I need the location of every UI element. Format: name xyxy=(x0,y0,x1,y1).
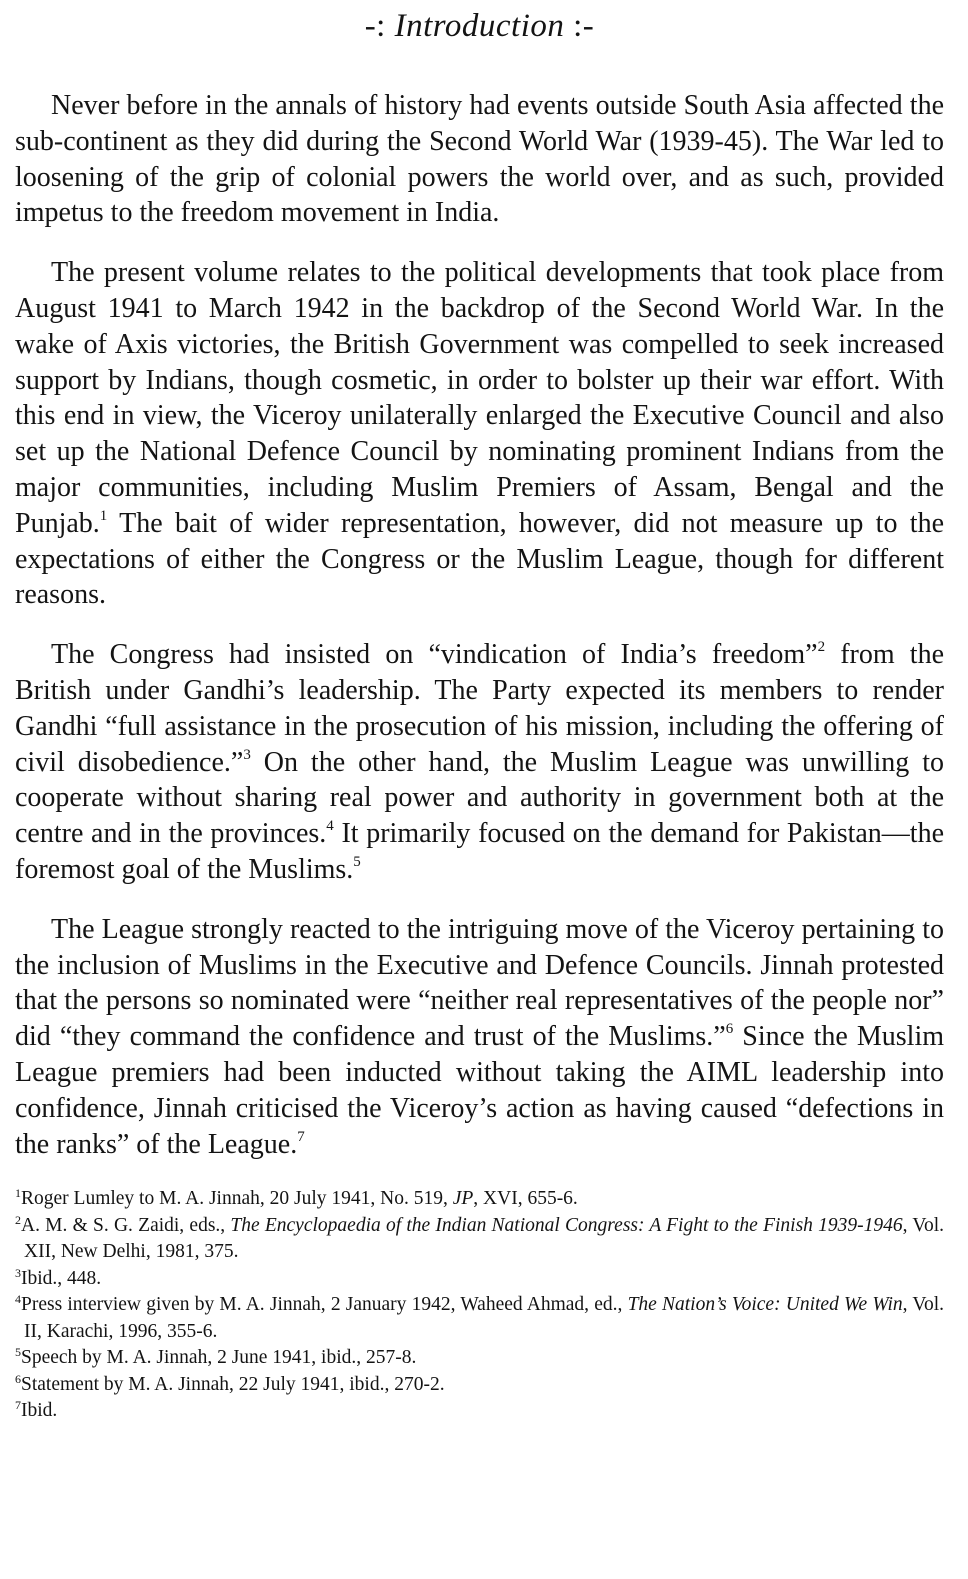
title-suffix: :- xyxy=(573,8,595,44)
footnote-number: 7 xyxy=(15,1398,21,1413)
footnote-text: Ibid., 448. xyxy=(21,1267,102,1289)
footnote-reference: 5 xyxy=(353,853,361,870)
footnote xyxy=(15,1266,944,1293)
footnote-text: , XVI, 655-6. xyxy=(473,1188,578,1210)
footnote-number: 5 xyxy=(15,1345,21,1360)
footnote-title: The Nation’s Voice: United We Win xyxy=(627,1294,903,1316)
footnote-text: Roger Lumley to M. A. Jinnah, 20 July 1941, No. 519, xyxy=(21,1188,453,1210)
footnote-reference: 7 xyxy=(297,1128,305,1145)
footnote-text: Ibid. xyxy=(21,1400,58,1422)
body-paragraph xyxy=(15,255,944,613)
footnote xyxy=(15,1345,944,1372)
page-title xyxy=(15,6,944,46)
footnote-number: 6 xyxy=(15,1371,21,1386)
footnote-reference: 1 xyxy=(99,507,108,524)
title-prefix: -: xyxy=(364,8,386,44)
footnote-text: Press interview given by M. A. Jinnah, 2 January 1942, Waheed Ahmad, ed., xyxy=(21,1294,628,1316)
paragraph-text: Never before in the annals of history had events outside South Asia affected the sub-continent as they did during the Second World War (1939-45). The War led to loosening of the grip of colonial powers the world over, and as such, provided impetus to the freedom movement in India. xyxy=(15,90,944,229)
footnote-number: 4 xyxy=(15,1292,21,1307)
footnote-number: 3 xyxy=(15,1265,21,1280)
footnote-reference: 3 xyxy=(243,746,251,763)
paragraph-text: The present volume relates to the political developments that took place from August 1941 to March 1942 in the backdrop of the Second World War. In the wake of Axis victories, the British Government was compelled to seek increased support by Indians, though cosmetic, in order to bolster up their war effort. With this end in view, the Viceroy unilaterally enlarged the Executive Council and also set up the National Defence Council by nominating prominent Indians from the major communities, including Muslim Premiers of Assam, Bengal and the Punjab. xyxy=(15,257,944,539)
paragraph-text: It primarily focused on the demand for Pakistan—the foremost goal of the Muslims. xyxy=(15,818,945,885)
footnote-text: Speech by M. A. Jinnah, 2 June 1941, ibid., 257-8. xyxy=(21,1347,417,1369)
footnote-text: , Vol. II, Karachi, 1996, 355-6. xyxy=(24,1294,944,1342)
paragraph-text: Since the Muslim League premiers had been inducted without taking the AIML leadership into confidence, Jinnah criticised the Viceroy’s action as having caused “defections in the ranks” of the League. xyxy=(15,1021,945,1160)
footnote-number: 2 xyxy=(15,1212,21,1227)
body-paragraph xyxy=(15,912,944,1163)
paragraph-text: The League strongly reacted to the intriguing move of the Viceroy pertaining to the inclusion of Muslims in the Executive and Defence Councils. Jinnah protested that the persons so nominated were “neither real representatives of the people nor” did “they command the confidence and trust of the Muslims.” xyxy=(15,913,944,1053)
paragraph-text: The bait of wider representation, however, did not measure up to the expectations of either the Congress or the Muslim League, though for different reasons. xyxy=(15,507,944,611)
footnote-reference: 6 xyxy=(725,1021,734,1038)
footnote xyxy=(15,1213,944,1266)
footnote xyxy=(15,1292,944,1345)
footnote-text: , Vol. XII, New Delhi, 1981, 375. xyxy=(24,1214,945,1263)
paragraph-text: On the other hand, the Muslim League was unwilling to cooperate without sharing real power and authority in government both at the centre and in the provinces. xyxy=(15,746,945,850)
title-text: Introduction xyxy=(394,8,565,44)
footnote-text: A. M. & S. G. Zaidi, eds., xyxy=(21,1214,231,1236)
footnote-number: 1 xyxy=(15,1186,21,1201)
body-paragraph xyxy=(15,637,944,888)
footnote xyxy=(15,1372,944,1399)
footnote-reference: 4 xyxy=(326,818,334,835)
body-text xyxy=(15,88,944,1162)
footnote-title: JP xyxy=(452,1188,474,1210)
body-paragraph xyxy=(15,88,944,231)
footnote xyxy=(15,1398,944,1425)
paragraph-text: from the British under Gandhi’s leadership. The Party expected its members to render Gandhi “full assistance in the prosecution of his mission, including the offering of civil disobedience.” xyxy=(15,639,944,778)
footnote-reference: 2 xyxy=(817,639,826,656)
footnote-title: The Encyclopaedia of the Indian National Congress: A Fight to the Finish 1939-1946 xyxy=(230,1214,903,1236)
footnotes xyxy=(15,1186,944,1425)
paragraph-text: The Congress had insisted on “vindication of India’s freedom” xyxy=(51,639,818,671)
footnote xyxy=(15,1186,944,1213)
footnote-text: Statement by M. A. Jinnah, 22 July 1941, ibid., 270-2. xyxy=(21,1373,445,1395)
